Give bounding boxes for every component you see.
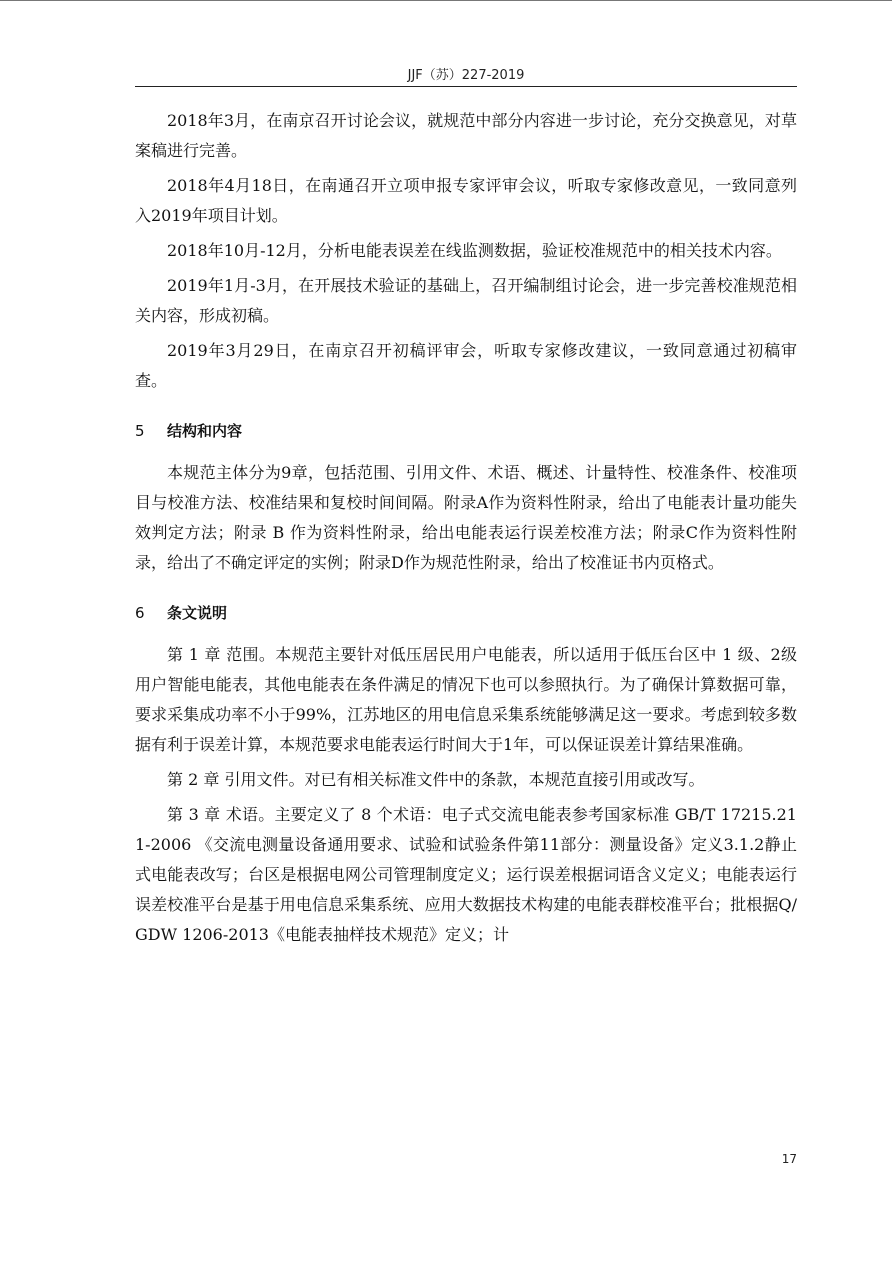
section-5-paragraph: 本规范主体分为9章，包括范围、引用文件、术语、概述、计量特性、校准条件、校准项目与校准方法、校准结果和复校时间间隔。附录A作为资料性附录，给出了电能表计量功能失效判定方法；附录 B 作为资料性附录，给出电能表运行误差校准方法；附录C作为资料性附录，给出了不确定评定的实例；附录D作为规范性附录，给出了校准证书内页格式。 — [135, 463, 797, 572]
section-6-heading — [135, 598, 797, 628]
history-paragraph: 2018年4月18日，在南通召开立项申报专家评审会议，听取专家修改意见，一致同意列入2019年项目计划。 — [135, 176, 797, 225]
section-number: 5 — [135, 422, 145, 440]
section-6-paragraph: 第 3 章 术语。主要定义了 8 个术语：电子式交流电能表参考国家标准 GB/T 17215.211-2006 《交流电测量设备通用要求、试验和试验条件第11部分：测量设备》定义3.1.2静止式电能表改写；台区是根据电网公司管理制度定义；运行误差根据词语含义定义；电能表运行误差校准平台是基于用电信息采集系统、应用大数据技术构建的电能表群校准平台；批根据Q/GDW 1206-2013《电能表抽样技术规范》定义；计 — [135, 805, 797, 944]
history-paragraph: 2018年3月，在南京召开讨论会议，就规范中部分内容进一步讨论，充分交换意见，对草案稿进行完善。 — [135, 111, 797, 160]
history-paragraph: 2019年3月29日，在南京召开初稿评审会，听取专家修改建议，一致同意通过初稿审查。 — [135, 341, 797, 390]
section-title: 条文说明 — [167, 604, 228, 622]
running-header: JJF（苏）227-2019 — [407, 68, 525, 83]
section-6-paragraph: 第 1 章 范围。本规范主要针对低压居民用户电能表，所以适用于低压台区中 1 级、2级用户智能电能表，其他电能表在条件满足的情况下也可以参照执行。为了确保计算数据可靠，要求采集成功率不小于99%，江苏地区的用电信息采集系统能够满足这一要求。考虑到较多数据有利于误差计算，本规范要求电能表运行时间大于1年，可以保证误差计算结果准确。 — [135, 645, 797, 754]
history-paragraph: 2018年10月-12月，分析电能表误差在线监测数据，验证校准规范中的相关技术内容。 — [167, 241, 782, 260]
section-title: 结构和内容 — [167, 422, 243, 440]
history-paragraph: 2019年1月-3月，在开展技术验证的基础上，召开编制组讨论会，进一步完善校准规范相关内容，形成初稿。 — [135, 276, 797, 325]
section-number: 6 — [135, 604, 145, 622]
page-number: 17 — [781, 1152, 797, 1166]
section-5-heading — [135, 416, 797, 446]
document-body — [135, 106, 797, 955]
page-top-border — [0, 0, 892, 1]
section-6-paragraph: 第 2 章 引用文件。对已有相关标准文件中的条款，本规范直接引用或改写。 — [167, 770, 705, 789]
header-rule — [135, 86, 797, 87]
